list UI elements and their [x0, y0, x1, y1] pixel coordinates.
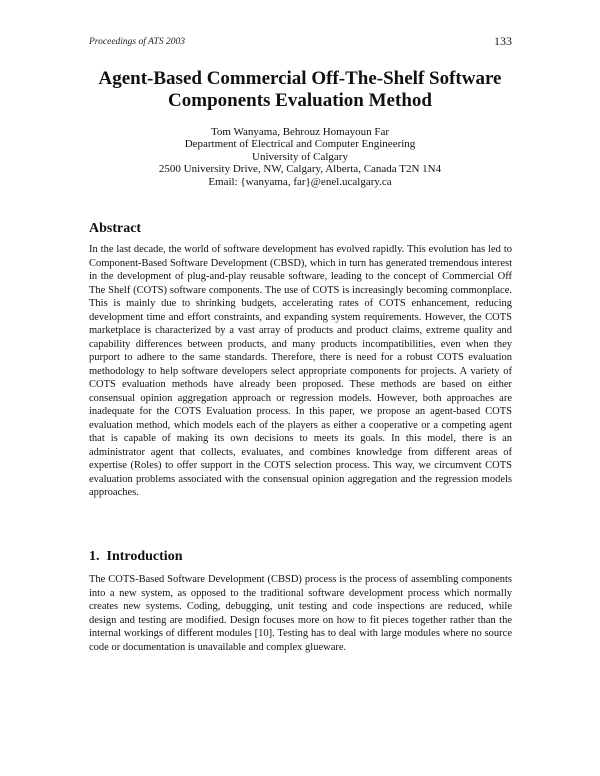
author-names: Tom Wanyama, Behrouz Homayoun Far	[210, 126, 390, 138]
introduction-text: The COTS-Based Software Development (CBSD) process is the process of assembling components into a new system, as opposed to the traditional software development process which normally creates new systems. Coding, debugging, unit testing and code inspections are reduced, while design and testing are modified. Design focuses more on how to fit pieces together rather than the internal workings of different modules [10]. Testing has to deal with large modules where no source code or documentation is unavailable and complex glueware.	[89, 574, 512, 653]
author-email: Email: {wanyama, far}@enel.ucalgary.ca	[208, 175, 392, 188]
author-department: Department of Electrical and Computer Engineering	[184, 138, 416, 151]
section-number: 1.	[89, 549, 100, 564]
author-address: 2500 University Drive, NW, Calgary, Alberta, Canada T2N 1N4	[158, 163, 442, 176]
paper-title-line-1: Agent-Based Commercial Off-The-Shelf Software	[98, 68, 502, 89]
paper-title-line-2: Components Evaluation Method	[168, 90, 432, 111]
page-number: 133	[494, 34, 512, 48]
section-title: Introduction	[106, 549, 183, 564]
introduction-heading	[89, 549, 182, 565]
running-header-venue: Proceedings of ATS 2003	[89, 37, 185, 47]
author-university: University of Calgary	[252, 150, 348, 163]
abstract-heading: Abstract	[89, 221, 142, 236]
abstract-text: In the last decade, the world of software development has evolved rapidly. This evolution has led to Component-Based Software Development (CBSD), which in turn has generated tremendous interest in the development of plug-and-play reusable software, leading to the concept of Commercial Off The Shelf (COTS) software components. The use of COTS is increasingly becoming commonplace. This is mainly due to shrinking budgets, accelerating rates of COTS enhancement, reducing development time and effort constraints, and expanding system requirements. However, the COTS marketplace is characterized by a vast array of products and product claims, extreme quality and capability differences between products, and many products incompatibilities, even when they purport to adhere to the same standards. Therefore, there is need for a robust COTS evaluation methodology to help software developers select appropriate components for projects. A variety of COTS evaluation methods have already been proposed. These methods are based on either consensual opinion aggregation approach or regression models. However, both approaches are inadequate for the COTS Evaluation process. In this paper, we propose an agent-based COTS evaluation method, which models each of the players as either a cooperative or a competing agent that is capable of making its own decisions to meets its goals. In this model, there is an administrator agent that collects, evaluates, and combines knowledge from different areas of expertise (Roles) to offer support in the COTS selection process. This way, we circumvent COTS evaluation problems associated with the consensual opinion aggregation and the regression models approaches.	[89, 244, 512, 498]
paper-title	[60, 68, 540, 112]
author-block	[60, 126, 540, 188]
